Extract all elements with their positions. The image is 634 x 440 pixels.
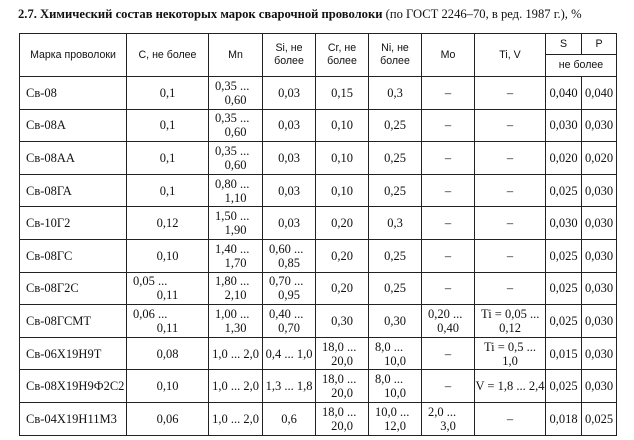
- cell-s: 0,025: [546, 174, 582, 207]
- cell-mn: [209, 142, 263, 175]
- cell-ni: [369, 370, 422, 403]
- cell-line: 20,0: [331, 353, 353, 368]
- header-mn: Mn: [209, 34, 263, 77]
- cell-cr: 0,10: [316, 109, 369, 142]
- cell-grade: Св-08ГА: [20, 174, 127, 207]
- cell-ti-v: –: [475, 77, 546, 110]
- cell-grade: Св-06Х19Н9Т: [20, 337, 127, 370]
- cell-p: 0,030: [582, 109, 617, 142]
- cell-p: 0,030: [582, 174, 617, 207]
- cell-mo: –: [422, 272, 475, 305]
- table-row: [20, 207, 617, 240]
- table-row: [20, 370, 617, 403]
- cell-line: 0,11: [156, 320, 179, 335]
- cell-ni: 0,25: [369, 272, 422, 305]
- cell-si: 0,03: [263, 142, 316, 175]
- cell-c: 0,1: [127, 174, 209, 207]
- cell-mn: [209, 77, 263, 110]
- cell-grade: Св-04Х19Н11М3: [20, 402, 127, 435]
- cell-grade: Св-08: [20, 77, 127, 110]
- cell-mo: [422, 402, 475, 435]
- cell-mn: 1,0 ... 2,0: [209, 337, 263, 370]
- cell-line: 8,0 ...: [375, 339, 404, 354]
- cell-line: 1,80 ...: [215, 274, 250, 289]
- cell-line: 12,0: [384, 418, 406, 433]
- cell-s: 0,025: [546, 370, 582, 403]
- cell-p: 0,030: [582, 207, 617, 240]
- cell-line: Ti = 0,05 ...: [481, 306, 540, 321]
- cell-mn: 1,0 ... 2,0: [209, 370, 263, 403]
- cell-ti-v: –: [475, 174, 546, 207]
- cell-line: 18,0 ...: [322, 372, 357, 387]
- cell-line: 0,60: [224, 92, 247, 107]
- table-row: [20, 142, 617, 175]
- cell-p: 0,030: [582, 305, 617, 338]
- cell-cr: 0,30: [316, 305, 369, 338]
- cell-line: 1,40 ...: [215, 241, 250, 256]
- cell-c: 0,1: [127, 109, 209, 142]
- cell-grade: Св-08А: [20, 109, 127, 142]
- cell-line: 0,70 ...: [269, 274, 304, 289]
- cell-line: 0,11: [156, 288, 179, 303]
- cell-line: 20,0: [331, 386, 353, 401]
- cell-grade: Св-08АА: [20, 142, 127, 175]
- cell-si: 1,3 ... 1,8: [263, 370, 316, 403]
- cell-mn: [209, 207, 263, 240]
- cell-c: 0,06: [127, 402, 209, 435]
- cell-ni: [369, 402, 422, 435]
- cell-line: 10,0 ...: [375, 404, 410, 419]
- cell-ti-v: –: [475, 142, 546, 175]
- header-ti-v: Ti, V: [475, 34, 546, 77]
- table-row: [20, 305, 617, 338]
- cell-line: 1,10: [224, 190, 247, 205]
- cell-line: 1,90: [224, 223, 247, 238]
- cell-line: 0,20 ...: [428, 306, 463, 321]
- caption-number: 2.7.: [18, 7, 37, 21]
- cell-grade: Св-08ГСМТ: [20, 305, 127, 338]
- cell-si: [263, 305, 316, 338]
- cell-line: 0,35 ...: [215, 78, 250, 93]
- cell-mn: [209, 174, 263, 207]
- cell-ni: 0,3: [369, 77, 422, 110]
- cell-line: 0,35 ...: [215, 143, 250, 158]
- cell-mn: [209, 305, 263, 338]
- cell-si: 0,03: [263, 109, 316, 142]
- header-cr: Cr, не более: [316, 34, 369, 77]
- cell-ni: 0,25: [369, 174, 422, 207]
- cell-p: 0,030: [582, 239, 617, 272]
- cell-mo: [422, 305, 475, 338]
- cell-ni: 0,30: [369, 305, 422, 338]
- cell-cr: [316, 402, 369, 435]
- cell-mn: [209, 272, 263, 305]
- cell-p: 0,030: [582, 272, 617, 305]
- cell-ti-v: –: [475, 109, 546, 142]
- cell-si: 0,4 ... 1,0: [263, 337, 316, 370]
- cell-si: 0,6: [263, 402, 316, 435]
- cell-line: 0,06 ...: [133, 306, 168, 321]
- cell-mo: –: [422, 370, 475, 403]
- cell-s: 0,025: [546, 305, 582, 338]
- cell-p: 0,025: [582, 402, 617, 435]
- cell-si: [263, 272, 316, 305]
- cell-line: 8,0 ...: [375, 372, 404, 387]
- cell-line: 1,70: [224, 255, 247, 270]
- header-sp-sub: не более: [546, 55, 617, 77]
- cell-c: 0,12: [127, 207, 209, 240]
- cell-line: 0,95: [278, 288, 300, 303]
- cell-s: 0,018: [546, 402, 582, 435]
- cell-grade: Св-08ГС: [20, 239, 127, 272]
- cell-ni: [369, 337, 422, 370]
- cell-line: 10,0: [384, 353, 406, 368]
- cell-s: 0,025: [546, 239, 582, 272]
- caption-source: (по ГОСТ 2246–70, в ред. 1987 г.), %: [385, 7, 582, 21]
- cell-line: 18,0 ...: [322, 339, 357, 354]
- cell-line: 3,0: [440, 418, 456, 433]
- cell-c: 0,10: [127, 370, 209, 403]
- header-ni: Ni, не более: [369, 34, 422, 77]
- cell-c: 0,10: [127, 239, 209, 272]
- cell-line: 1,00 ...: [215, 306, 250, 321]
- header-c: C, не более: [127, 34, 209, 77]
- header-p: P: [582, 34, 617, 55]
- cell-ni: 0,25: [369, 239, 422, 272]
- cell-mo: –: [422, 337, 475, 370]
- caption-title: Химический состав некоторых марок сварочной проволоки: [40, 7, 383, 21]
- cell-line: 0,85: [278, 255, 300, 270]
- cell-ni: 0,25: [369, 142, 422, 175]
- cell-s: 0,015: [546, 337, 582, 370]
- cell-cr: [316, 370, 369, 403]
- header-si: Si, не более: [263, 34, 316, 77]
- cell-line: 0,60: [224, 125, 247, 140]
- cell-grade: Св-10Г2: [20, 207, 127, 240]
- cell-line: 2,0 ...: [428, 404, 457, 419]
- cell-c: [127, 272, 209, 305]
- cell-mo: –: [422, 239, 475, 272]
- cell-ni: 0,3: [369, 207, 422, 240]
- table-row: [20, 337, 617, 370]
- cell-si: 0,03: [263, 174, 316, 207]
- cell-line: 10,0: [384, 386, 406, 401]
- cell-line: 0,35 ...: [215, 111, 250, 126]
- cell-line: 1,50 ...: [215, 209, 250, 224]
- cell-mn: 1,0 ... 2,0: [209, 402, 263, 435]
- cell-line: 1,30: [224, 320, 247, 335]
- cell-cr: 0,20: [316, 239, 369, 272]
- table-row: [20, 239, 617, 272]
- cell-mn: [209, 239, 263, 272]
- cell-ti-v: [475, 305, 546, 338]
- cell-ni: 0,25: [369, 109, 422, 142]
- composition-table: [19, 33, 617, 436]
- cell-cr: 0,20: [316, 207, 369, 240]
- cell-cr: 0,10: [316, 142, 369, 175]
- cell-mo: –: [422, 109, 475, 142]
- cell-p: 0,020: [582, 142, 617, 175]
- cell-line: 0,70: [278, 320, 300, 335]
- cell-cr: 0,15: [316, 77, 369, 110]
- cell-grade: Св-08Х19Н9Ф2С2: [20, 370, 127, 403]
- cell-line: 0,60 ...: [269, 241, 304, 256]
- cell-c: 0,08: [127, 337, 209, 370]
- cell-p: 0,040: [582, 77, 617, 110]
- cell-s: 0,020: [546, 142, 582, 175]
- cell-line: 0,12: [499, 320, 521, 335]
- cell-cr: 0,10: [316, 174, 369, 207]
- cell-p: 0,030: [582, 370, 617, 403]
- header-grade: Марка проволоки: [20, 34, 127, 77]
- cell-line: 2,10: [224, 288, 247, 303]
- cell-p: 0,030: [582, 337, 617, 370]
- cell-ti-v: –: [475, 402, 546, 435]
- cell-mo: –: [422, 142, 475, 175]
- cell-s: 0,030: [546, 109, 582, 142]
- cell-c: 0,1: [127, 77, 209, 110]
- cell-ti-v: –: [475, 239, 546, 272]
- header-s: S: [546, 34, 582, 55]
- table-row: [20, 272, 617, 305]
- table-row: [20, 174, 617, 207]
- cell-line: 0,40 ...: [269, 306, 304, 321]
- cell-s: 0,025: [546, 272, 582, 305]
- cell-ti-v: Ti = 0,5 ... 1,0: [475, 337, 546, 370]
- cell-grade: Св-08Г2С: [20, 272, 127, 305]
- table-caption: [18, 6, 630, 22]
- cell-line: 0,60: [224, 157, 247, 172]
- cell-si: 0,03: [263, 207, 316, 240]
- cell-line: 18,0 ...: [322, 404, 357, 419]
- cell-line: 0,80 ...: [215, 176, 250, 191]
- cell-cr: 0,20: [316, 272, 369, 305]
- cell-mo: –: [422, 207, 475, 240]
- cell-mo: –: [422, 174, 475, 207]
- cell-line: 20,0: [331, 418, 353, 433]
- cell-mo: –: [422, 77, 475, 110]
- table-body: [20, 77, 617, 436]
- cell-s: 0,030: [546, 207, 582, 240]
- cell-c: 0,1: [127, 142, 209, 175]
- table-row: [20, 109, 617, 142]
- cell-line: 0,05 ...: [133, 274, 168, 289]
- header-mo: Mo: [422, 34, 475, 77]
- cell-line: 0,40: [437, 320, 459, 335]
- cell-c: [127, 305, 209, 338]
- table-row: [20, 402, 617, 435]
- cell-ti-v: V = 1,8 ... 2,4: [475, 370, 546, 403]
- cell-cr: [316, 337, 369, 370]
- table-row: [20, 77, 617, 110]
- cell-si: [263, 239, 316, 272]
- cell-ti-v: –: [475, 207, 546, 240]
- cell-si: 0,03: [263, 77, 316, 110]
- cell-mn: [209, 109, 263, 142]
- cell-ti-v: –: [475, 272, 546, 305]
- cell-s: 0,040: [546, 77, 582, 110]
